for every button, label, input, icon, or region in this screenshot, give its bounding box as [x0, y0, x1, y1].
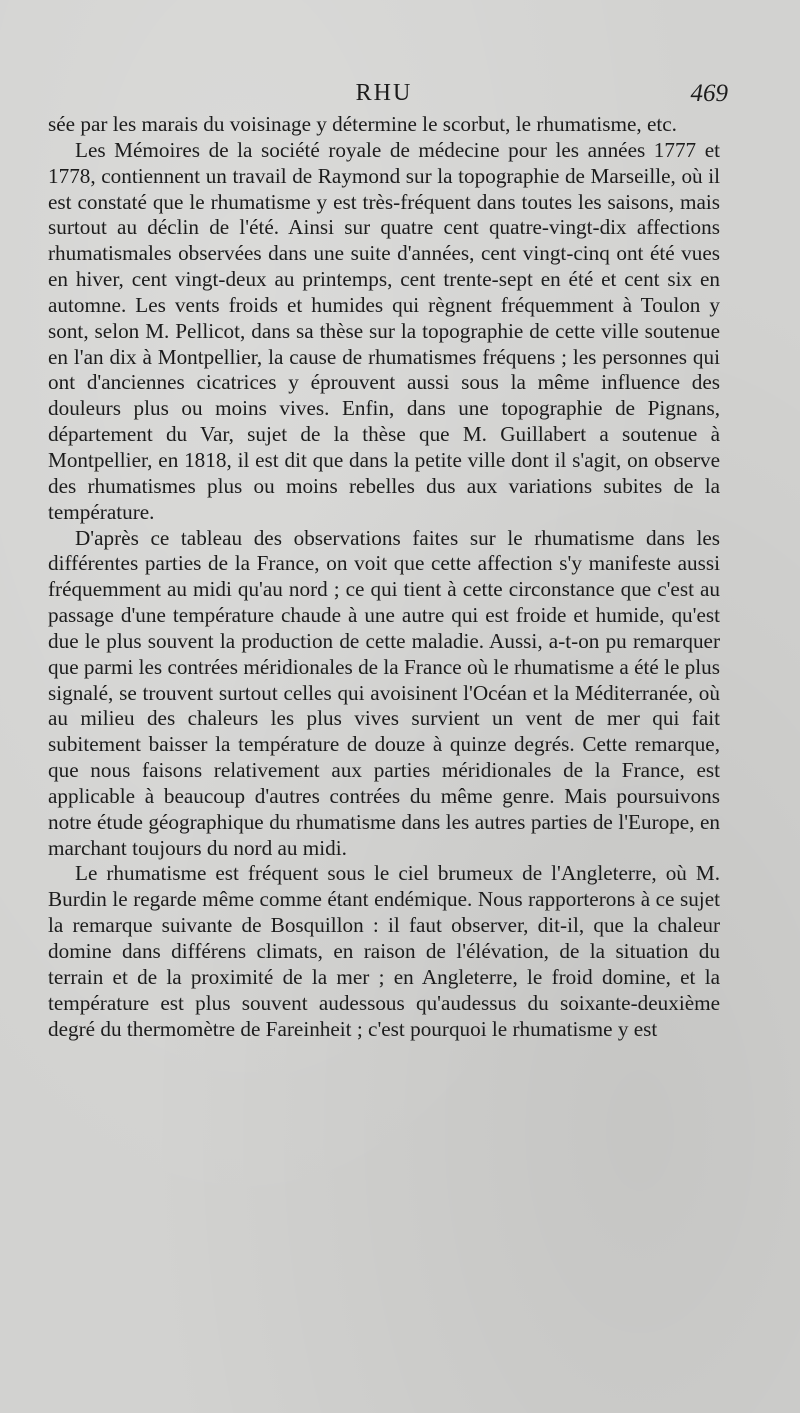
page-number: 469: [690, 80, 728, 107]
paragraph-3: D'après ce tableau des observations faites sur le rhumatisme dans les différentes parties de la France, on voit que cette affection s'y manifeste aussi fréquemment au midi qu'au nord ; ce qui tient à cette circonstance que c'est au passage d'une température chaude à une autre qui est froide et humide, qu'est due le plus souvent la production de cette maladie. Aussi, a-t-on pu remarquer que parmi les contrées méridionales de la France où le rhumatisme a été le plus signalé, se trouvent surtout celles qui avoisinent l'Océan et la Méditerranée, où au milieu des chaleurs les plus vives survient un vent de mer qui fait subitement baisser la température de douze à quinze degrés. Cette remarque, que nous faisons relativement aux parties méridionales de la France, est applicable à beaucoup d'autres contrées du même genre. Mais poursuivons notre étude géographique du rhumatisme dans les autres parties de l'Europe, en marchant toujours du nord au midi.: [48, 525, 720, 860]
body-text: [48, 112, 720, 1042]
paragraph-1: sée par les marais du voisinage y détermine le scorbut, le rhumatisme, etc.: [48, 112, 677, 136]
running-title: RHU: [355, 80, 413, 106]
paragraph-4: Le rhumatisme est fréquent sous le ciel brumeux de l'Angleterre, où M. Burdin le regarde même comme étant endémique. Nous rapporterons à ce sujet la remarque suivante de Bosquillon : il faut observer, dit-il, que la chaleur domine dans différens climats, en raison de l'élévation, de la situation du terrain et de la proximité de la mer ; en Angleterre, le froid domine, et la température est plus souvent audessous qu'audessus du soixante-deuxième degré du thermomètre de Fareinheit ; c'est pourquoi le rhumatisme y est: [48, 861, 720, 1041]
running-head: [48, 80, 728, 110]
paragraph-2: Les Mémoires de la société royale de médecine pour les années 1777 et 1778, contiennent un travail de Raymond sur la topographie de Marseille, où il est constaté que le rhumatisme y est très-fréquent dans toutes les saisons, mais surtout au déclin de l'été. Ainsi sur quatre cent quatre-vingt-dix affections rhumatismales observées dans une suite d'années, cent vingt-cinq ont été vues en hiver, cent vingt-deux au printemps, cent trente-sept en été et cent six en automne. Les vents froids et humides qui règnent fréquemment à Toulon y sont, selon M. Pellicot, dans sa thèse sur la topographie de cette ville soutenue en l'an dix à Montpellier, la cause de rhumatismes fréquens ; les personnes qui ont d'anciennes cicatrices y éprouvent aussi sous la même influence des douleurs plus ou moins vives. Enfin, dans une topographie de Pignans, département du Var, sujet de la thèse que M. Guillabert a soutenue à Montpellier, en 1818, il est dit que dans la petite ville dont il s'agit, on observe des rhumatismes plus ou moins rebelles dus aux variations subites de la température.: [48, 137, 720, 524]
